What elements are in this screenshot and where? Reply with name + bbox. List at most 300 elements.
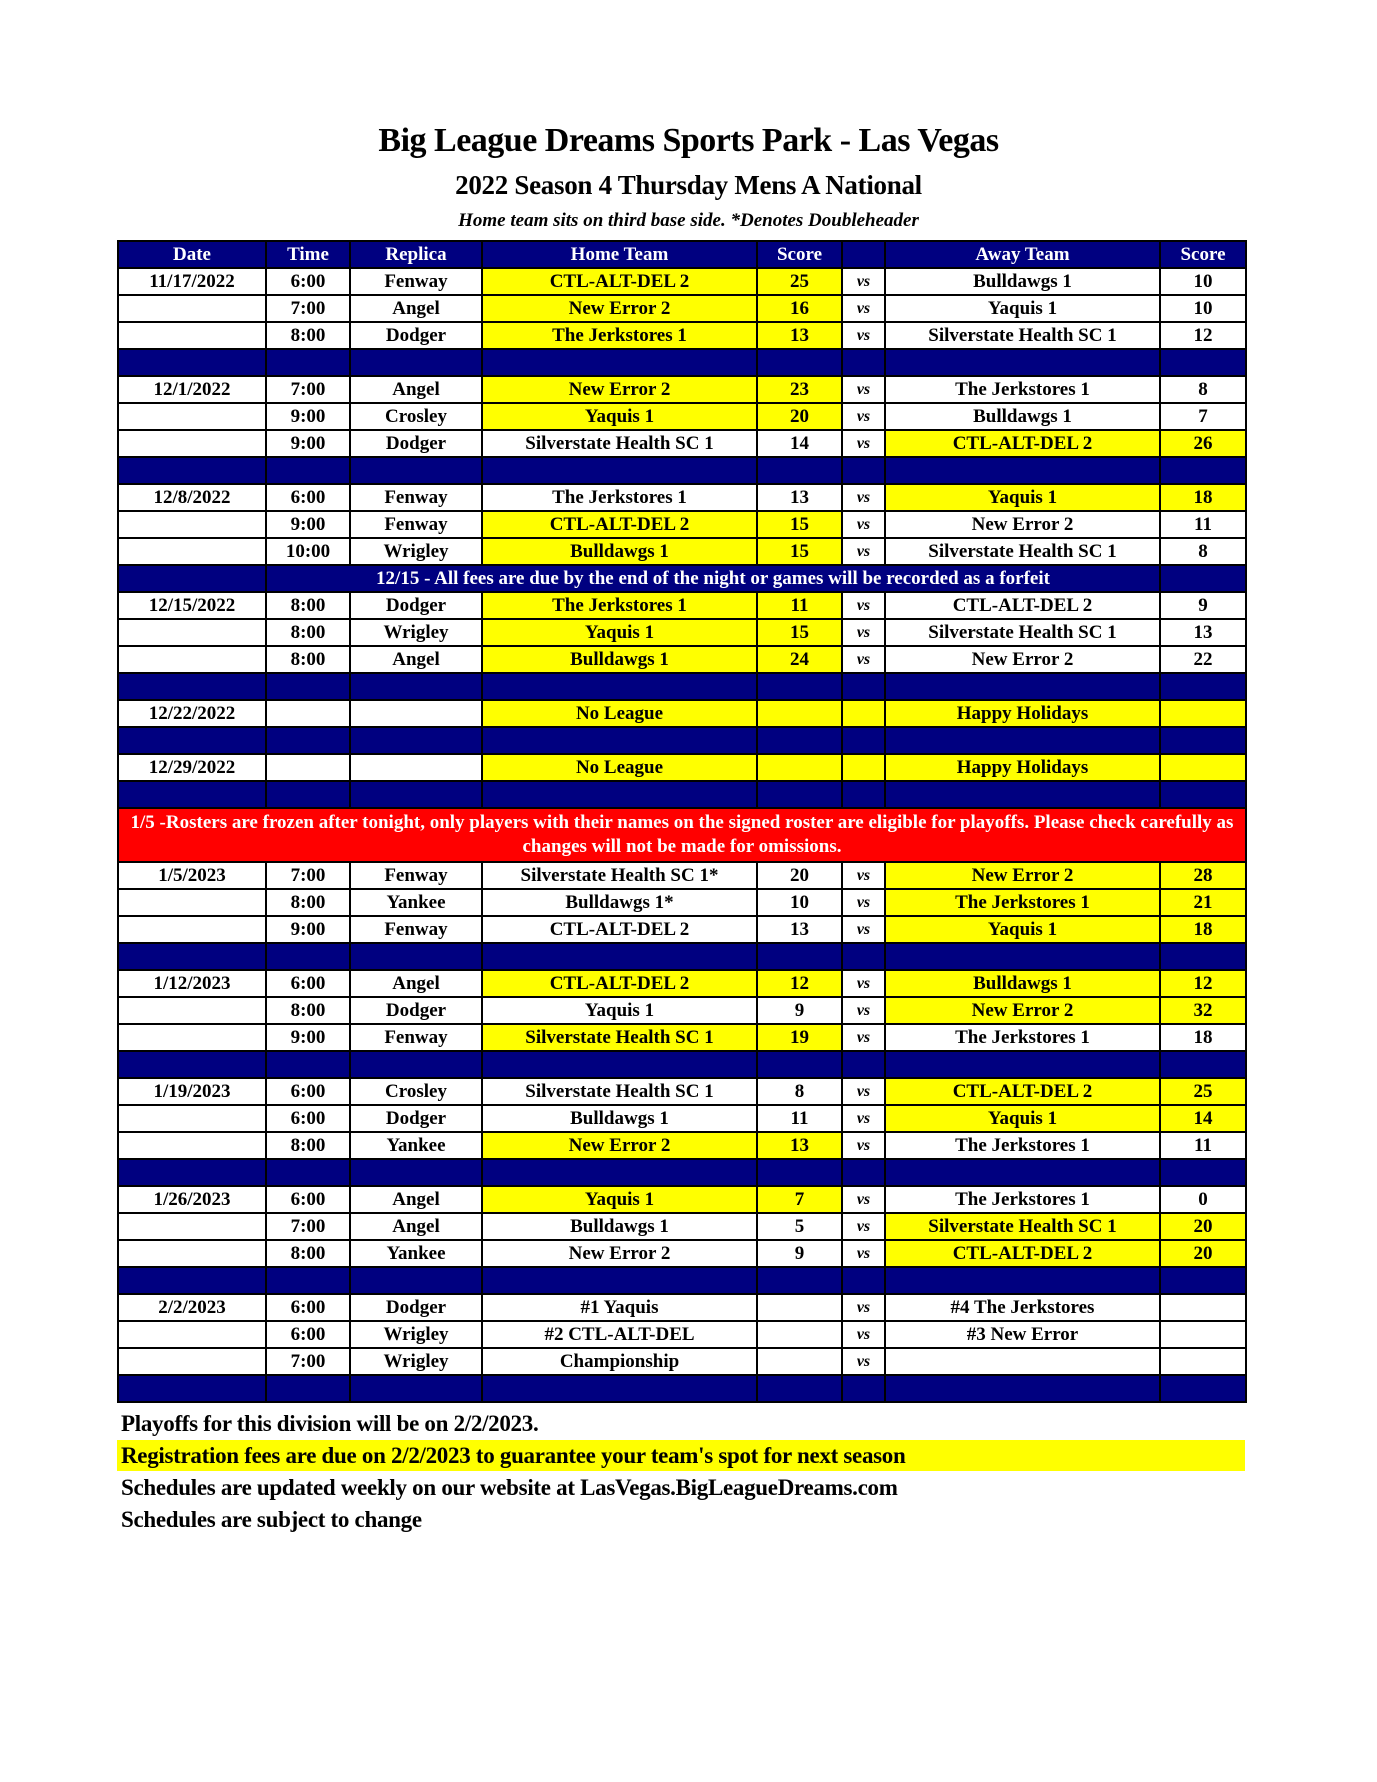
away-team: New Error 2 [885,862,1160,889]
away-score: 12 [1160,322,1246,349]
field-replica: Yankee [350,889,482,916]
away-team: The Jerkstores 1 [885,889,1160,916]
spacer-cell [266,349,350,376]
away-team: The Jerkstores 1 [885,376,1160,403]
game-time: 9:00 [266,1024,350,1051]
col-date: Date [118,241,266,268]
game-date [118,646,266,673]
spacer-cell [350,673,482,700]
game-date [118,322,266,349]
spacer-cell [757,673,842,700]
away-score [1160,1348,1246,1375]
spacer-cell [757,1267,842,1294]
away-team: Yaquis 1 [885,916,1160,943]
field-replica: Dodger [350,997,482,1024]
game-time: 7:00 [266,862,350,889]
home-score: 12 [757,970,842,997]
away-team: Silverstate Health SC 1 [885,322,1160,349]
spacer-cell [757,1051,842,1078]
game-row [118,1105,1246,1132]
away-team: CTL-ALT-DEL 2 [885,430,1160,457]
spacer-cell [118,1267,266,1294]
home-score: 13 [757,916,842,943]
home-team: Bulldawgs 1 [482,1105,757,1132]
spacer-cell [757,349,842,376]
away-team: New Error 2 [885,997,1160,1024]
home-score: 23 [757,376,842,403]
no-league-row [118,754,1246,781]
game-date [118,1213,266,1240]
away-team: CTL-ALT-DEL 2 [885,1240,1160,1267]
spacer-cell [757,943,842,970]
vs-label: vs [842,997,885,1024]
spacer-cell [482,781,757,808]
spacer-cell [118,673,266,700]
home-team: The Jerkstores 1 [482,322,757,349]
game-row [118,619,1246,646]
spacer-cell [118,781,266,808]
away-team: Yaquis 1 [885,484,1160,511]
field-replica: Dodger [350,592,482,619]
col-vs [842,241,885,268]
spacer-cell [482,1159,757,1186]
away-score [1160,700,1246,727]
game-time: 8:00 [266,889,350,916]
game-row [118,1321,1246,1348]
schedule-table [117,240,1247,1403]
away-team: Silverstate Health SC 1 [885,1213,1160,1240]
spacer-cell [482,1051,757,1078]
home-team: New Error 2 [482,1132,757,1159]
game-date [118,430,266,457]
away-team: Bulldawgs 1 [885,970,1160,997]
game-time: 8:00 [266,592,350,619]
spacer-cell [885,1159,1160,1186]
playoffs-note: Playoffs for this division will be on 2/2/2023. [121,1411,539,1436]
home-score: 15 [757,511,842,538]
spacer-cell [350,1267,482,1294]
game-time: 9:00 [266,403,350,430]
away-score [1160,754,1246,781]
spacer-cell [118,565,266,592]
game-row [118,484,1246,511]
spacer-cell [842,781,885,808]
away-team: CTL-ALT-DEL 2 [885,592,1160,619]
home-score: 8 [757,1078,842,1105]
game-time: 7:00 [266,376,350,403]
game-date [118,997,266,1024]
away-score [1160,1321,1246,1348]
game-date: 1/5/2023 [118,862,266,889]
field-replica: Angel [350,970,482,997]
vs-label: vs [842,376,885,403]
game-time: 7:00 [266,1348,350,1375]
home-score: 9 [757,997,842,1024]
col-home-team: Home Team [482,241,757,268]
spacer-cell [885,1375,1160,1402]
game-time: 8:00 [266,997,350,1024]
home-team: No League [482,754,757,781]
game-row [118,1240,1246,1267]
game-row [118,592,1246,619]
game-date: 11/17/2022 [118,268,266,295]
spacer-cell [350,457,482,484]
game-date [118,1348,266,1375]
game-date: 1/26/2023 [118,1186,266,1213]
away-score: 26 [1160,430,1246,457]
field-replica: Angel [350,646,482,673]
home-score: 19 [757,1024,842,1051]
away-team: Yaquis 1 [885,295,1160,322]
spacer-cell [118,1051,266,1078]
away-score: 18 [1160,484,1246,511]
game-time: 8:00 [266,1132,350,1159]
game-date: 12/15/2022 [118,592,266,619]
game-row [118,1348,1246,1375]
spacer-cell [885,673,1160,700]
game-row [118,916,1246,943]
game-date [118,889,266,916]
away-team: Bulldawgs 1 [885,268,1160,295]
vs-label: vs [842,484,885,511]
spacer-cell [482,457,757,484]
spacer-cell [1160,673,1246,700]
home-team: Yaquis 1 [482,403,757,430]
vs-label: vs [842,1213,885,1240]
field-replica: Angel [350,376,482,403]
home-score: 11 [757,1105,842,1132]
vs-label: vs [842,268,885,295]
spacer-cell [842,457,885,484]
home-score [757,1348,842,1375]
home-score [757,754,842,781]
spacer-cell [842,349,885,376]
field-replica: Fenway [350,916,482,943]
home-team: New Error 2 [482,1240,757,1267]
spacer-cell [885,943,1160,970]
away-score: 21 [1160,889,1246,916]
game-row [118,1294,1246,1321]
game-date: 1/19/2023 [118,1078,266,1105]
vs-label: vs [842,1105,885,1132]
game-row [118,268,1246,295]
game-row [118,430,1246,457]
game-row [118,376,1246,403]
field-replica: Wrigley [350,1321,482,1348]
spacer-cell [482,1267,757,1294]
away-team: Yaquis 1 [885,1105,1160,1132]
game-time: 6:00 [266,1105,350,1132]
away-score: 32 [1160,997,1246,1024]
game-row [118,1078,1246,1105]
spacer-row [118,727,1246,754]
spacer-cell [350,1051,482,1078]
spacer-cell [266,781,350,808]
home-team: Silverstate Health SC 1* [482,862,757,889]
game-time: 8:00 [266,646,350,673]
spacer-row [118,943,1246,970]
game-time [266,700,350,727]
vs-label [842,754,885,781]
game-date: 12/8/2022 [118,484,266,511]
away-score: 12 [1160,970,1246,997]
spacer-cell [266,727,350,754]
game-time: 7:00 [266,295,350,322]
home-score: 16 [757,295,842,322]
away-score: 11 [1160,1132,1246,1159]
game-row [118,1213,1246,1240]
vs-label: vs [842,1240,885,1267]
vs-label: vs [842,1186,885,1213]
vs-label: vs [842,646,885,673]
away-score: 28 [1160,862,1246,889]
spacer-row [118,457,1246,484]
spacer-cell [842,1051,885,1078]
spacer-cell [885,1051,1160,1078]
spacer-cell [118,349,266,376]
subject-to-change-note: Schedules are subject to change [121,1507,422,1532]
home-score: 7 [757,1186,842,1213]
page-subtitle: 2022 Season 4 Thursday Mens A National [455,170,922,200]
field-replica: Dodger [350,430,482,457]
away-score: 10 [1160,295,1246,322]
home-team: Silverstate Health SC 1 [482,1024,757,1051]
game-time: 6:00 [266,268,350,295]
game-time: 9:00 [266,916,350,943]
col-time: Time [266,241,350,268]
home-score: 25 [757,268,842,295]
home-score: 20 [757,862,842,889]
game-date: 1/12/2023 [118,970,266,997]
home-team: Yaquis 1 [482,1186,757,1213]
game-time: 6:00 [266,1294,350,1321]
field-replica: Fenway [350,1024,482,1051]
game-date: 12/29/2022 [118,754,266,781]
spacer-cell [885,781,1160,808]
spacer-cell [757,727,842,754]
away-score: 8 [1160,376,1246,403]
notice-row [118,565,1246,592]
spacer-row [118,1375,1246,1402]
away-team: The Jerkstores 1 [885,1024,1160,1051]
home-team-note: Home team sits on third base side. *Denotes Doubleheader [458,210,919,231]
field-replica: Fenway [350,484,482,511]
vs-label: vs [842,1078,885,1105]
game-date [118,1321,266,1348]
game-date [118,403,266,430]
game-row [118,1186,1246,1213]
game-date [118,511,266,538]
vs-label: vs [842,538,885,565]
home-team: #1 Yaquis [482,1294,757,1321]
field-replica: Dodger [350,322,482,349]
away-score: 18 [1160,916,1246,943]
away-score: 0 [1160,1186,1246,1213]
away-score: 9 [1160,592,1246,619]
spacer-cell [266,1159,350,1186]
spacer-cell [482,673,757,700]
home-score: 5 [757,1213,842,1240]
spacer-cell [757,1159,842,1186]
col-away-team: Away Team [885,241,1160,268]
home-team: Bulldawgs 1 [482,538,757,565]
spacer-cell [482,943,757,970]
vs-label: vs [842,889,885,916]
no-league-row [118,700,1246,727]
spacer-cell [842,1159,885,1186]
game-row [118,322,1246,349]
spacer-cell [266,1267,350,1294]
field-replica: Crosley [350,403,482,430]
spacer-cell [482,727,757,754]
spacer-cell [350,727,482,754]
spacer-cell [885,349,1160,376]
vs-label: vs [842,1294,885,1321]
game-date [118,295,266,322]
spacer-cell [1160,1051,1246,1078]
spacer-cell [118,1159,266,1186]
vs-label: vs [842,1348,885,1375]
vs-label: vs [842,862,885,889]
home-score: 15 [757,538,842,565]
game-time: 8:00 [266,619,350,646]
home-team: Silverstate Health SC 1 [482,430,757,457]
game-time: 6:00 [266,1186,350,1213]
home-team: Yaquis 1 [482,997,757,1024]
game-row [118,862,1246,889]
game-date [118,619,266,646]
spacer-cell [1160,1159,1246,1186]
game-time: 8:00 [266,1240,350,1267]
home-score: 20 [757,403,842,430]
away-score [1160,1294,1246,1321]
spacer-cell [1160,1375,1246,1402]
home-team: Bulldawgs 1* [482,889,757,916]
spacer-cell [1160,349,1246,376]
away-team: Silverstate Health SC 1 [885,619,1160,646]
home-team: Bulldawgs 1 [482,1213,757,1240]
spacer-cell [350,349,482,376]
game-time: 8:00 [266,322,350,349]
away-score: 7 [1160,403,1246,430]
spacer-row [118,1051,1246,1078]
registration-note: Registration fees are due on 2/2/2023 to guarantee your team's spot for next season [117,1440,1245,1471]
game-row [118,970,1246,997]
spacer-cell [118,1375,266,1402]
field-replica: Crosley [350,1078,482,1105]
spacer-cell [842,943,885,970]
home-score: 13 [757,322,842,349]
col-home-score: Score [757,241,842,268]
field-replica: Wrigley [350,1348,482,1375]
spacer-cell [842,673,885,700]
away-score: 8 [1160,538,1246,565]
game-row [118,646,1246,673]
spacer-cell [350,781,482,808]
field-replica: Wrigley [350,538,482,565]
home-team: Bulldawgs 1 [482,646,757,673]
vs-label: vs [842,511,885,538]
spacer-row [118,349,1246,376]
game-time [266,754,350,781]
spacer-cell [842,727,885,754]
home-score: 15 [757,619,842,646]
vs-label: vs [842,322,885,349]
home-team: Yaquis 1 [482,619,757,646]
vs-label: vs [842,1132,885,1159]
field-replica [350,754,482,781]
spacer-cell [266,943,350,970]
spacer-cell [266,673,350,700]
game-date [118,1240,266,1267]
home-score: 14 [757,430,842,457]
field-replica: Fenway [350,511,482,538]
away-team: The Jerkstores 1 [885,1186,1160,1213]
game-row [118,997,1246,1024]
away-score: 22 [1160,646,1246,673]
home-score: 24 [757,646,842,673]
away-score: 25 [1160,1078,1246,1105]
game-date: 12/1/2022 [118,376,266,403]
game-date: 2/2/2023 [118,1294,266,1321]
away-team [885,1348,1160,1375]
vs-label: vs [842,1024,885,1051]
home-team: The Jerkstores 1 [482,592,757,619]
field-replica: Fenway [350,268,482,295]
vs-label: vs [842,592,885,619]
home-team: No League [482,700,757,727]
field-replica: Angel [350,1186,482,1213]
game-time: 9:00 [266,511,350,538]
away-team: #4 The Jerkstores [885,1294,1160,1321]
game-time: 6:00 [266,484,350,511]
spacer-cell [1160,943,1246,970]
spacer-row [118,1267,1246,1294]
spacer-cell [757,457,842,484]
home-team: #2 CTL-ALT-DEL [482,1321,757,1348]
spacer-row [118,781,1246,808]
spacer-cell [482,349,757,376]
away-team: Happy Holidays [885,754,1160,781]
roster-alert: 1/5 -Rosters are frozen after tonight, only players with their names on the signed roster are eligible for playoffs. Please check carefully as changes will not be made for omissions. [118,808,1246,862]
away-team: New Error 2 [885,646,1160,673]
spacer-cell [885,727,1160,754]
away-score: 11 [1160,511,1246,538]
spacer-cell [757,781,842,808]
game-date [118,916,266,943]
away-team: CTL-ALT-DEL 2 [885,1078,1160,1105]
col-away-score: Score [1160,241,1246,268]
home-score [757,1321,842,1348]
home-team: CTL-ALT-DEL 2 [482,268,757,295]
website-note: Schedules are updated weekly on our website at LasVegas.BigLeagueDreams.com [121,1475,898,1500]
spacer-cell [350,1159,482,1186]
spacer-cell [885,1267,1160,1294]
away-team: #3 New Error [885,1321,1160,1348]
vs-label: vs [842,970,885,997]
game-time: 6:00 [266,1078,350,1105]
away-score: 20 [1160,1213,1246,1240]
away-team: Silverstate Health SC 1 [885,538,1160,565]
away-team: Happy Holidays [885,700,1160,727]
home-score: 11 [757,592,842,619]
spacer-cell [482,1375,757,1402]
game-time: 7:00 [266,1213,350,1240]
field-replica: Wrigley [350,619,482,646]
away-score: 18 [1160,1024,1246,1051]
spacer-cell [118,943,266,970]
header-row [118,241,1246,268]
